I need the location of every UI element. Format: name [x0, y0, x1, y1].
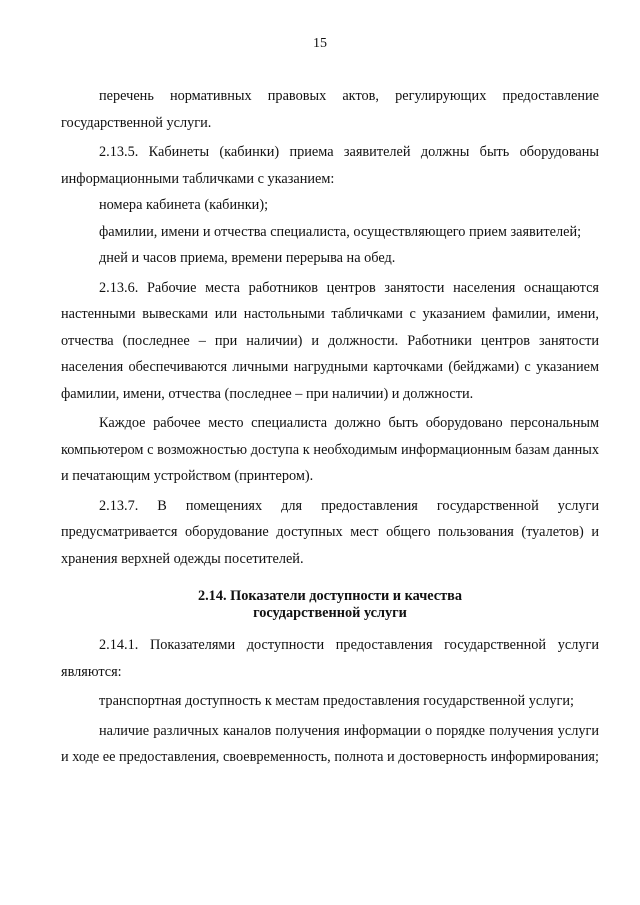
- section-heading-line-1: 2.14. Показатели доступности и качества: [197, 588, 463, 604]
- list-item-specialist-name: фамилии, имени и отчества специалиста, осуществляющего прием заявителей;: [99, 223, 582, 240]
- list-item-transport-access: транспортная доступность к местам предоставления государственной услуги;: [99, 693, 574, 709]
- list-item-information-channels: наличие различных каналов получения информации о порядке получения услуги и ходе ее предоставления, своевременность, полнота и достоверность информирования;: [61, 722, 599, 765]
- paragraph-2-14-1: 2.14.1. Показателями доступности предоставления государственной услуги являются:: [61, 637, 599, 680]
- paragraph-2-13-7: 2.13.7. В помещениях для предоставления государственной услуги предусматривается оборудование доступных мест общего пользования (туалетов) и хранения верхней одежды посетителей.: [61, 497, 599, 567]
- page-number: 15: [313, 36, 327, 51]
- paragraph-2-13-6: 2.13.6. Рабочие места работников центров занятости населения оснащаются настенными вывесками или настольными табличками с указанием фамилии, имени, отчества (последнее – при наличии) и должности. Работники центров занятости населения обеспечиваются личными нагрудными карточками (бейджами) с указанием фамилии, имени, отчества (последнее – при наличии) и должности.: [61, 279, 599, 402]
- paragraph-2-13-5: 2.13.5. Кабинеты (кабинки) приема заявителей должны быть оборудованы информационными табличками с указанием:: [61, 144, 599, 187]
- document-body: [61, 83, 599, 771]
- list-item-reception-hours: дней и часов приема, времени перерыва на обед.: [99, 250, 396, 266]
- section-heading-line-2: государственной услуги: [253, 605, 407, 621]
- paragraph-workplace-equipment: Каждое рабочее место специалиста должно быть оборудовано персональным компьютером с возможностью доступа к необходимым информационным базам данных и печатающим устройством (принтером).: [61, 415, 599, 484]
- section-heading-2-14: [61, 588, 599, 622]
- list-item-room-number: номера кабинета (кабинки);: [99, 197, 269, 213]
- paragraph-legal-acts: перечень нормативных правовых актов, регулирующих предоставление государственной услуги.: [61, 88, 599, 131]
